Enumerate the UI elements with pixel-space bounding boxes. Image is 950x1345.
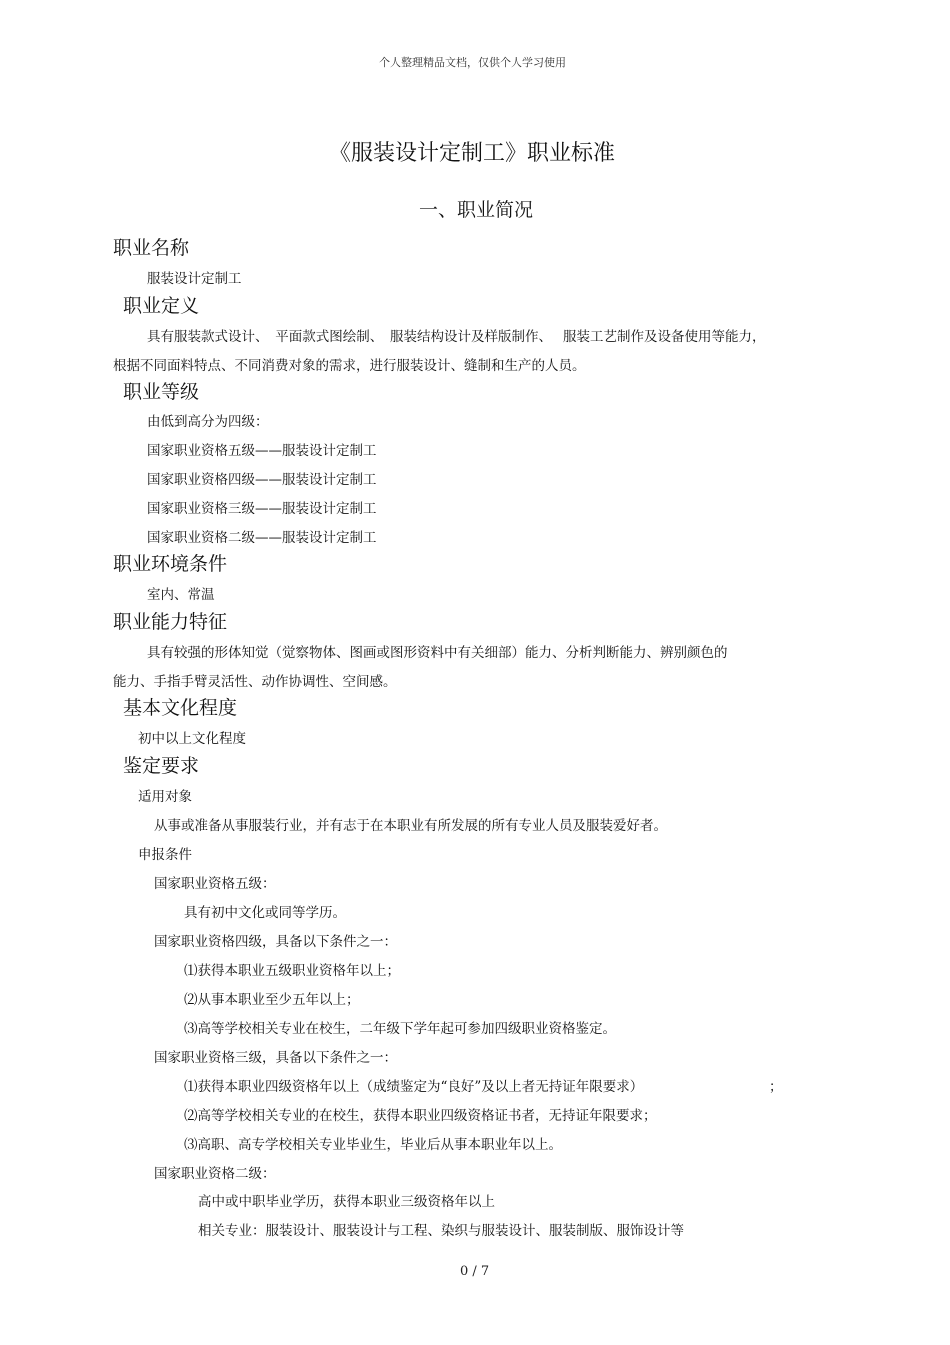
heading-occupation-definition: 职业定义 bbox=[123, 295, 200, 317]
education-text: 初中以上文化程度 bbox=[138, 731, 246, 747]
grade3-label: 国家职业资格三级，具备以下条件之一： bbox=[154, 1050, 397, 1066]
environment-text: 室内、常温 bbox=[147, 587, 215, 603]
heading-assessment: 鉴定要求 bbox=[123, 755, 200, 777]
definition-line-1: 具有服装款式设计、 平面款式图绘制、 服装结构设计及样版制作、 服装工艺制作及设备使用等能力， bbox=[147, 329, 766, 345]
ability-line-1: 具有较强的形体知觉（觉察物体、图画或图形资料中有关细部）能力、分析判断能力、辨别颜色的 bbox=[147, 645, 728, 661]
grade3-item: ⑵高等学校相关专业的在校生，获得本职业四级资格证书者，无持证年限要求； bbox=[184, 1108, 657, 1124]
grade-item: 国家职业资格三级——服装设计定制工 bbox=[147, 501, 377, 517]
grade4-item: ⑶高等学校相关专业在校生，二年级下学年起可参加四级职业资格鉴定。 bbox=[184, 1021, 616, 1037]
occupation-name-text: 服装设计定制工 bbox=[147, 271, 242, 287]
heading-occupation-name: 职业名称 bbox=[113, 237, 190, 259]
grade5-label: 国家职业资格五级： bbox=[154, 876, 276, 892]
target-label: 适用对象 bbox=[138, 789, 192, 805]
heading-ability: 职业能力特征 bbox=[113, 611, 228, 633]
heading-environment: 职业环境条件 bbox=[113, 553, 228, 575]
conditions-label: 申报条件 bbox=[138, 847, 192, 863]
grade3-item-tail: ； bbox=[769, 1079, 783, 1095]
grade4-item: ⑵从事本职业至少五年以上； bbox=[184, 992, 360, 1008]
heading-occupation-grades: 职业等级 bbox=[123, 381, 200, 403]
grade2-label: 国家职业资格二级： bbox=[154, 1166, 276, 1182]
grade4-item: ⑴获得本职业五级职业资格年以上； bbox=[184, 963, 400, 979]
heading-education: 基本文化程度 bbox=[123, 697, 238, 719]
target-text: 从事或准备从事服装行业，并有志于在本职业有所发展的所有专业人员及服装爱好者。 bbox=[154, 818, 667, 834]
definition-line-2: 根据不同面料特点、不同消费对象的需求，进行服装设计、缝制和生产的人员。 bbox=[113, 358, 586, 374]
grade-item: 国家职业资格五级——服装设计定制工 bbox=[147, 443, 377, 459]
grade4-label: 国家职业资格四级，具备以下条件之一： bbox=[154, 934, 397, 950]
grades-intro: 由低到高分为四级： bbox=[147, 414, 269, 430]
page-number: 0 / 7 bbox=[460, 1264, 490, 1279]
grade2-text: 高中或中职毕业学历，获得本职业三级资格年以上 bbox=[198, 1194, 495, 1210]
related-majors: 相关专业：服装设计、服装设计与工程、染织与服装设计、服装制版、服饰设计等 bbox=[198, 1223, 684, 1239]
grade-item: 国家职业资格四级——服装设计定制工 bbox=[147, 472, 377, 488]
grade-item: 国家职业资格二级——服装设计定制工 bbox=[147, 530, 377, 546]
grade3-item: ⑴获得本职业四级资格年以上（成绩鉴定为“良好”及以上者无持证年限要求） bbox=[184, 1079, 644, 1095]
document-title: 《服装设计定制工》职业标准 bbox=[329, 141, 616, 166]
ability-line-2: 能力、手指手臂灵活性、动作协调性、空间感。 bbox=[113, 674, 397, 690]
page-header: 个人整理精品文档，仅供个人学习使用 bbox=[379, 56, 566, 69]
grade3-item: ⑶高职、高专学校相关专业毕业生，毕业后从事本职业年以上。 bbox=[184, 1137, 562, 1153]
section-title: 一、职业简况 bbox=[419, 199, 534, 221]
grade5-text: 具有初中文化或同等学历。 bbox=[184, 905, 346, 921]
